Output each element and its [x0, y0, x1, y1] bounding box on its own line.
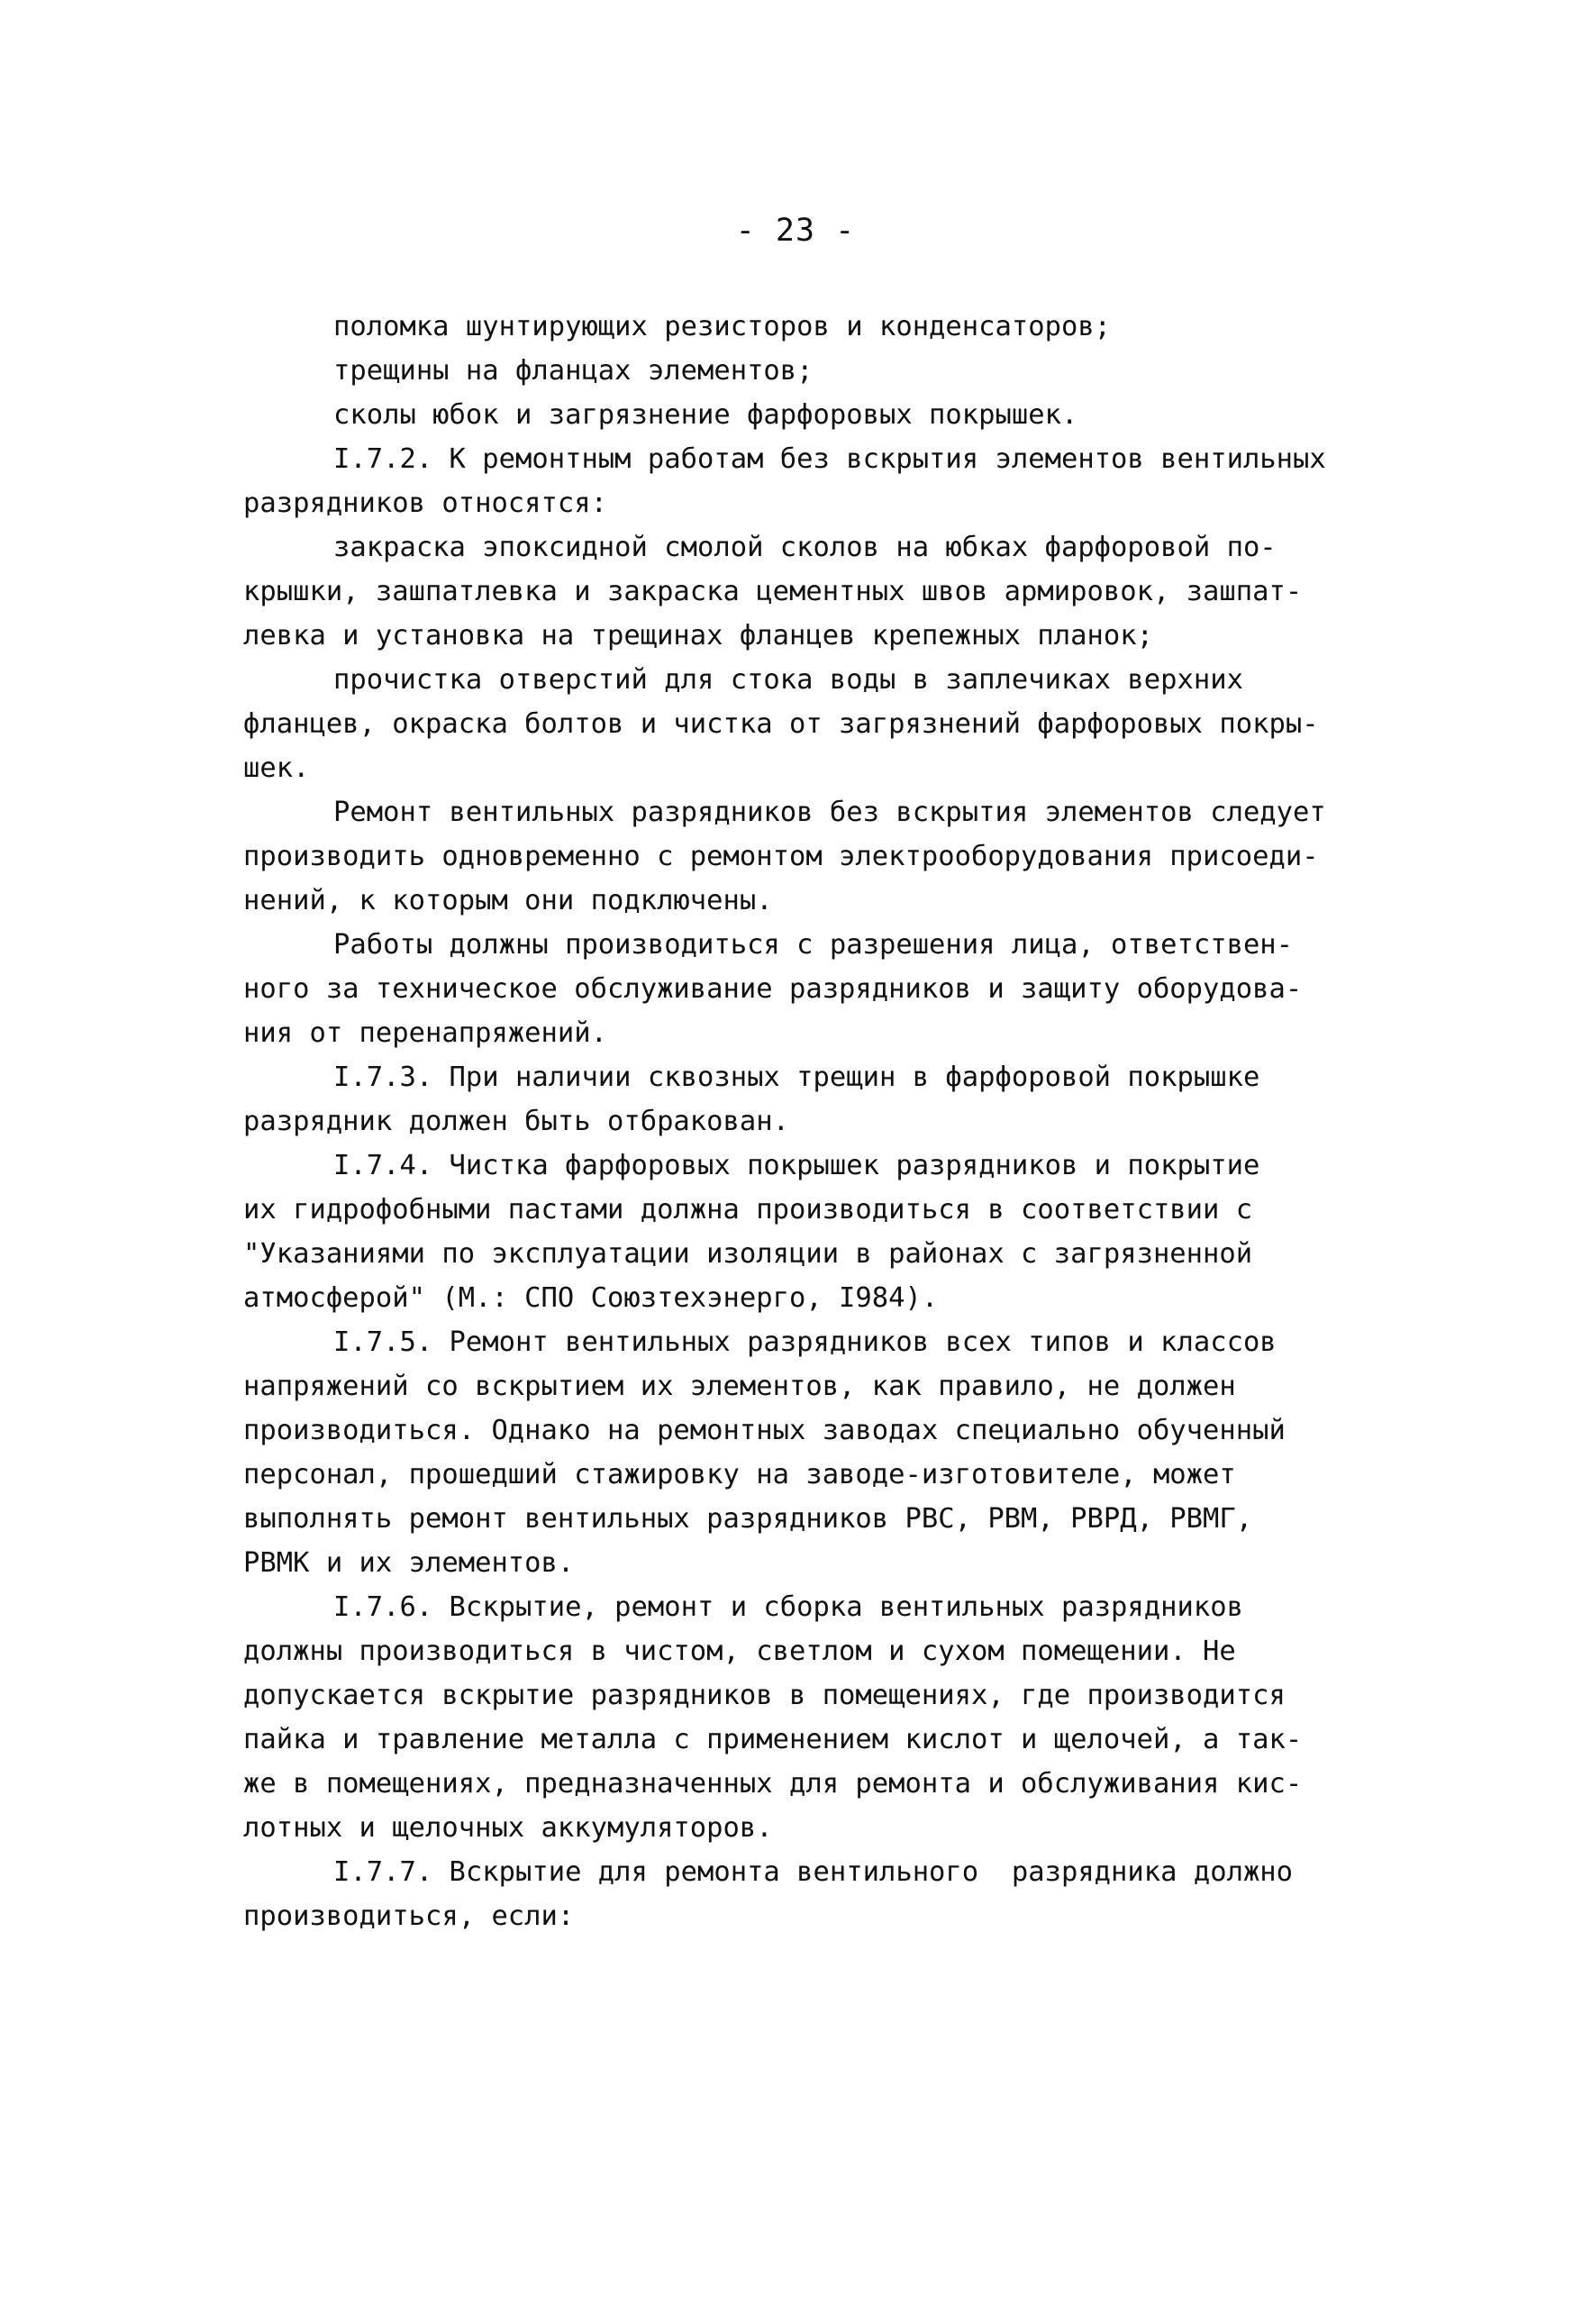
text-line: производиться. Однако на ремонтных заводах специально обученный	[243, 1415, 1286, 1446]
text-line: Работы должны производиться с разрешения лица, ответствен-	[333, 929, 1294, 961]
page-number: - 23 -	[735, 213, 856, 249]
text-line: I.7.3. При наличии сквозных трещин в фарфоровой покрышке	[333, 1062, 1260, 1093]
text-line: прочистка отверстий для стока воды в заплечиках верхних	[333, 664, 1243, 696]
text-line: I.7.2. К ремонтным работам без вскрытия элементов вентильных	[333, 443, 1326, 475]
text-line: левка и установка на трещинах фланцев крепежных планок;	[243, 620, 1153, 652]
text-line: ного за техническое обслуживание разрядников и защиту оборудова-	[243, 973, 1303, 1005]
text-line: напряжений со вскрытием их элементов, как правило, не должен	[243, 1371, 1236, 1402]
text-line: персонал, прошедший стажировку на заводе-изготовителе, может	[243, 1459, 1236, 1490]
text-line: I.7.7. Вскрытие для ремонта вентильного разрядника должно	[333, 1856, 1294, 1888]
text-line: закраска эпоксидной смолой сколов на юбках фарфоровой по-	[333, 532, 1277, 563]
text-line: нений, к которым они подключены.	[243, 885, 773, 916]
text-line: фланцев, окраска болтов и чистка от загрязнений фарфоровых покры-	[243, 708, 1319, 740]
text-line: поломка шунтирующих резисторов и конденсаторов;	[333, 311, 1112, 342]
text-line: разрядник должен быть отбракован.	[243, 1106, 789, 1137]
text-line: "Указаниями по эксплуатации изоляции в районах с загрязненной	[243, 1238, 1253, 1270]
text-line: сколы юбок и загрязнение фарфоровых покрышек.	[333, 399, 1078, 431]
text-line: лотных и щелочных аккумуляторов.	[243, 1812, 773, 1844]
text-line: крышки, зашпатлевка и закраска цементных швов армировок, зашпат-	[243, 576, 1303, 607]
text-line: производиться, если:	[243, 1900, 575, 1932]
text-line: I.7.4. Чистка фарфоровых покрышек разрядников и покрытие	[333, 1150, 1260, 1181]
text-line: I.7.5. Ремонт вентильных разрядников всех типов и классов	[333, 1326, 1277, 1358]
text-line: Ремонт вентильных разрядников без вскрытия элементов следует	[333, 797, 1326, 828]
text-line: трещины на фланцах элементов;	[333, 355, 814, 387]
text-line: ния от перенапряжений.	[243, 1017, 607, 1049]
body-text	[243, 305, 1432, 1938]
text-line: же в помещениях, предназначенных для ремонта и обслуживания кис-	[243, 1768, 1303, 1800]
text-line: РВМК и их элементов.	[243, 1547, 575, 1579]
text-line: должны производиться в чистом, светлом и сухом помещении. Не	[243, 1636, 1236, 1667]
text-line: I.7.6. Вскрытие, ремонт и сборка вентильных разрядников	[333, 1591, 1243, 1623]
text-line: их гидрофобными пастами должна производиться в соответствии с	[243, 1194, 1253, 1226]
text-line: выполнять ремонт вентильных разрядников РВС, РВМ, РВРД, РВМГ,	[243, 1503, 1253, 1535]
text-line: пайка и травление металла с применением кислот и щелочей, а так-	[243, 1724, 1303, 1755]
text-line: производить одновременно с ремонтом электрооборудования присоеди-	[243, 841, 1319, 872]
text-line: шек.	[243, 752, 310, 784]
text-line: допускается вскрытие разрядников в помещениях, где производится	[243, 1680, 1286, 1711]
text-line: разрядников относятся:	[243, 488, 607, 519]
text-line: атмосферой" (М.: СПО Союзтехэнерго, I984).	[243, 1282, 939, 1314]
